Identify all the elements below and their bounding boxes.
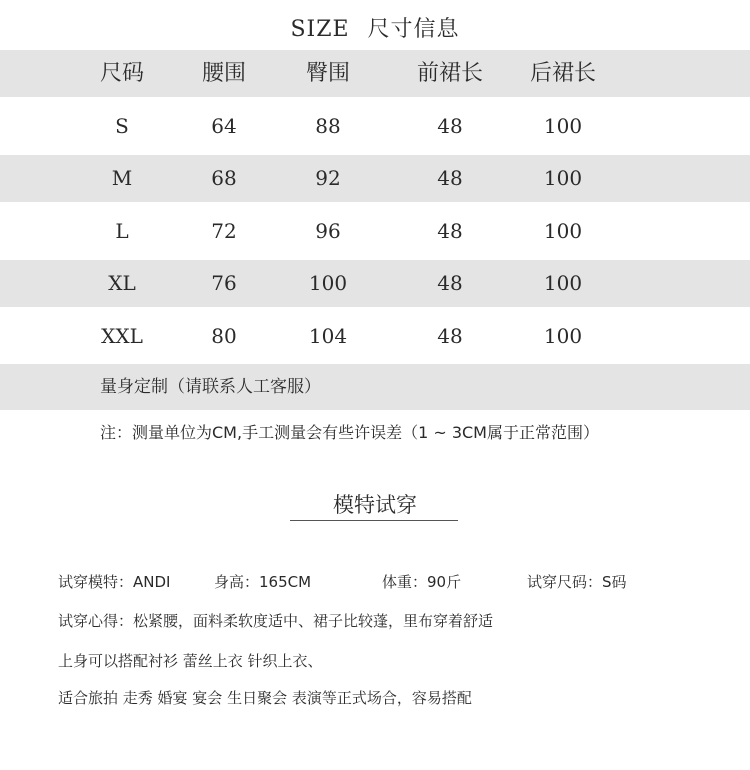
- header-front-length: 前裙长: [416, 61, 483, 86]
- cell-size: XL: [108, 271, 136, 295]
- title-en: SIZE: [290, 17, 350, 42]
- cell-back-length: 100: [543, 219, 583, 243]
- table-row: [0, 260, 750, 307]
- cell-front-length: 48: [437, 219, 463, 243]
- cell-hip: 96: [315, 219, 341, 243]
- cell-size: S: [115, 114, 129, 138]
- page-title: [0, 12, 750, 43]
- table-row: [0, 100, 750, 152]
- cell-size: L: [115, 219, 129, 243]
- cell-waist: 80: [211, 324, 237, 348]
- header-waist: 腰围: [201, 61, 246, 86]
- custom-fit-text: 量身定制（请联系人工客服）: [100, 377, 321, 397]
- cell-back-length: 100: [543, 114, 583, 138]
- cell-front-length: 48: [437, 324, 463, 348]
- model-height: 身高：165CM: [214, 573, 312, 591]
- pairing-suggestion: 上身可以搭配衬衫 蕾丝上衣 针织上衣、: [58, 652, 323, 670]
- cell-hip: 88: [315, 114, 341, 138]
- occasion-suggestion: 适合旅拍 走秀 婚宴 宴会 生日聚会 表演等正式场合，容易搭配: [58, 689, 472, 707]
- cell-size: M: [111, 166, 133, 190]
- cell-back-length: 100: [543, 324, 583, 348]
- header-hip: 臀围: [305, 61, 350, 86]
- table-row: [0, 155, 750, 202]
- section-divider: [290, 520, 458, 521]
- cell-waist: 64: [211, 114, 237, 138]
- measurement-note: 注：测量单位为CM,手工测量会有些许误差（1 ~ 3CM属于正常范围）: [100, 423, 599, 442]
- model-weight: 体重：90斤: [382, 573, 462, 591]
- title-cn: 尺寸信息: [367, 17, 460, 42]
- cell-back-length: 100: [543, 166, 583, 190]
- cell-back-length: 100: [543, 271, 583, 295]
- cell-hip: 104: [308, 324, 348, 348]
- cell-waist: 72: [211, 219, 237, 243]
- header-back-length: 后裙长: [529, 61, 596, 86]
- cell-front-length: 48: [437, 114, 463, 138]
- header-size: 尺码: [99, 61, 144, 86]
- custom-fit-banner: [0, 364, 750, 410]
- model-name: 试穿模特：ANDI: [58, 573, 171, 591]
- cell-waist: 76: [211, 271, 237, 295]
- fitting-experience: 试穿心得：松紧腰，面料柔软度适中、裙子比较蓬，里布穿着舒适: [58, 612, 494, 630]
- table-row: [0, 310, 750, 362]
- table-row: [0, 205, 750, 257]
- size-table-header: [0, 50, 750, 97]
- cell-front-length: 48: [437, 271, 463, 295]
- cell-waist: 68: [211, 166, 237, 190]
- cell-front-length: 48: [437, 166, 463, 190]
- cell-hip: 92: [315, 166, 341, 190]
- cell-hip: 100: [308, 271, 348, 295]
- model-size: 试穿尺码：S码: [527, 573, 627, 591]
- model-section-title: 模特试穿: [333, 493, 417, 517]
- cell-size: XXL: [101, 324, 143, 348]
